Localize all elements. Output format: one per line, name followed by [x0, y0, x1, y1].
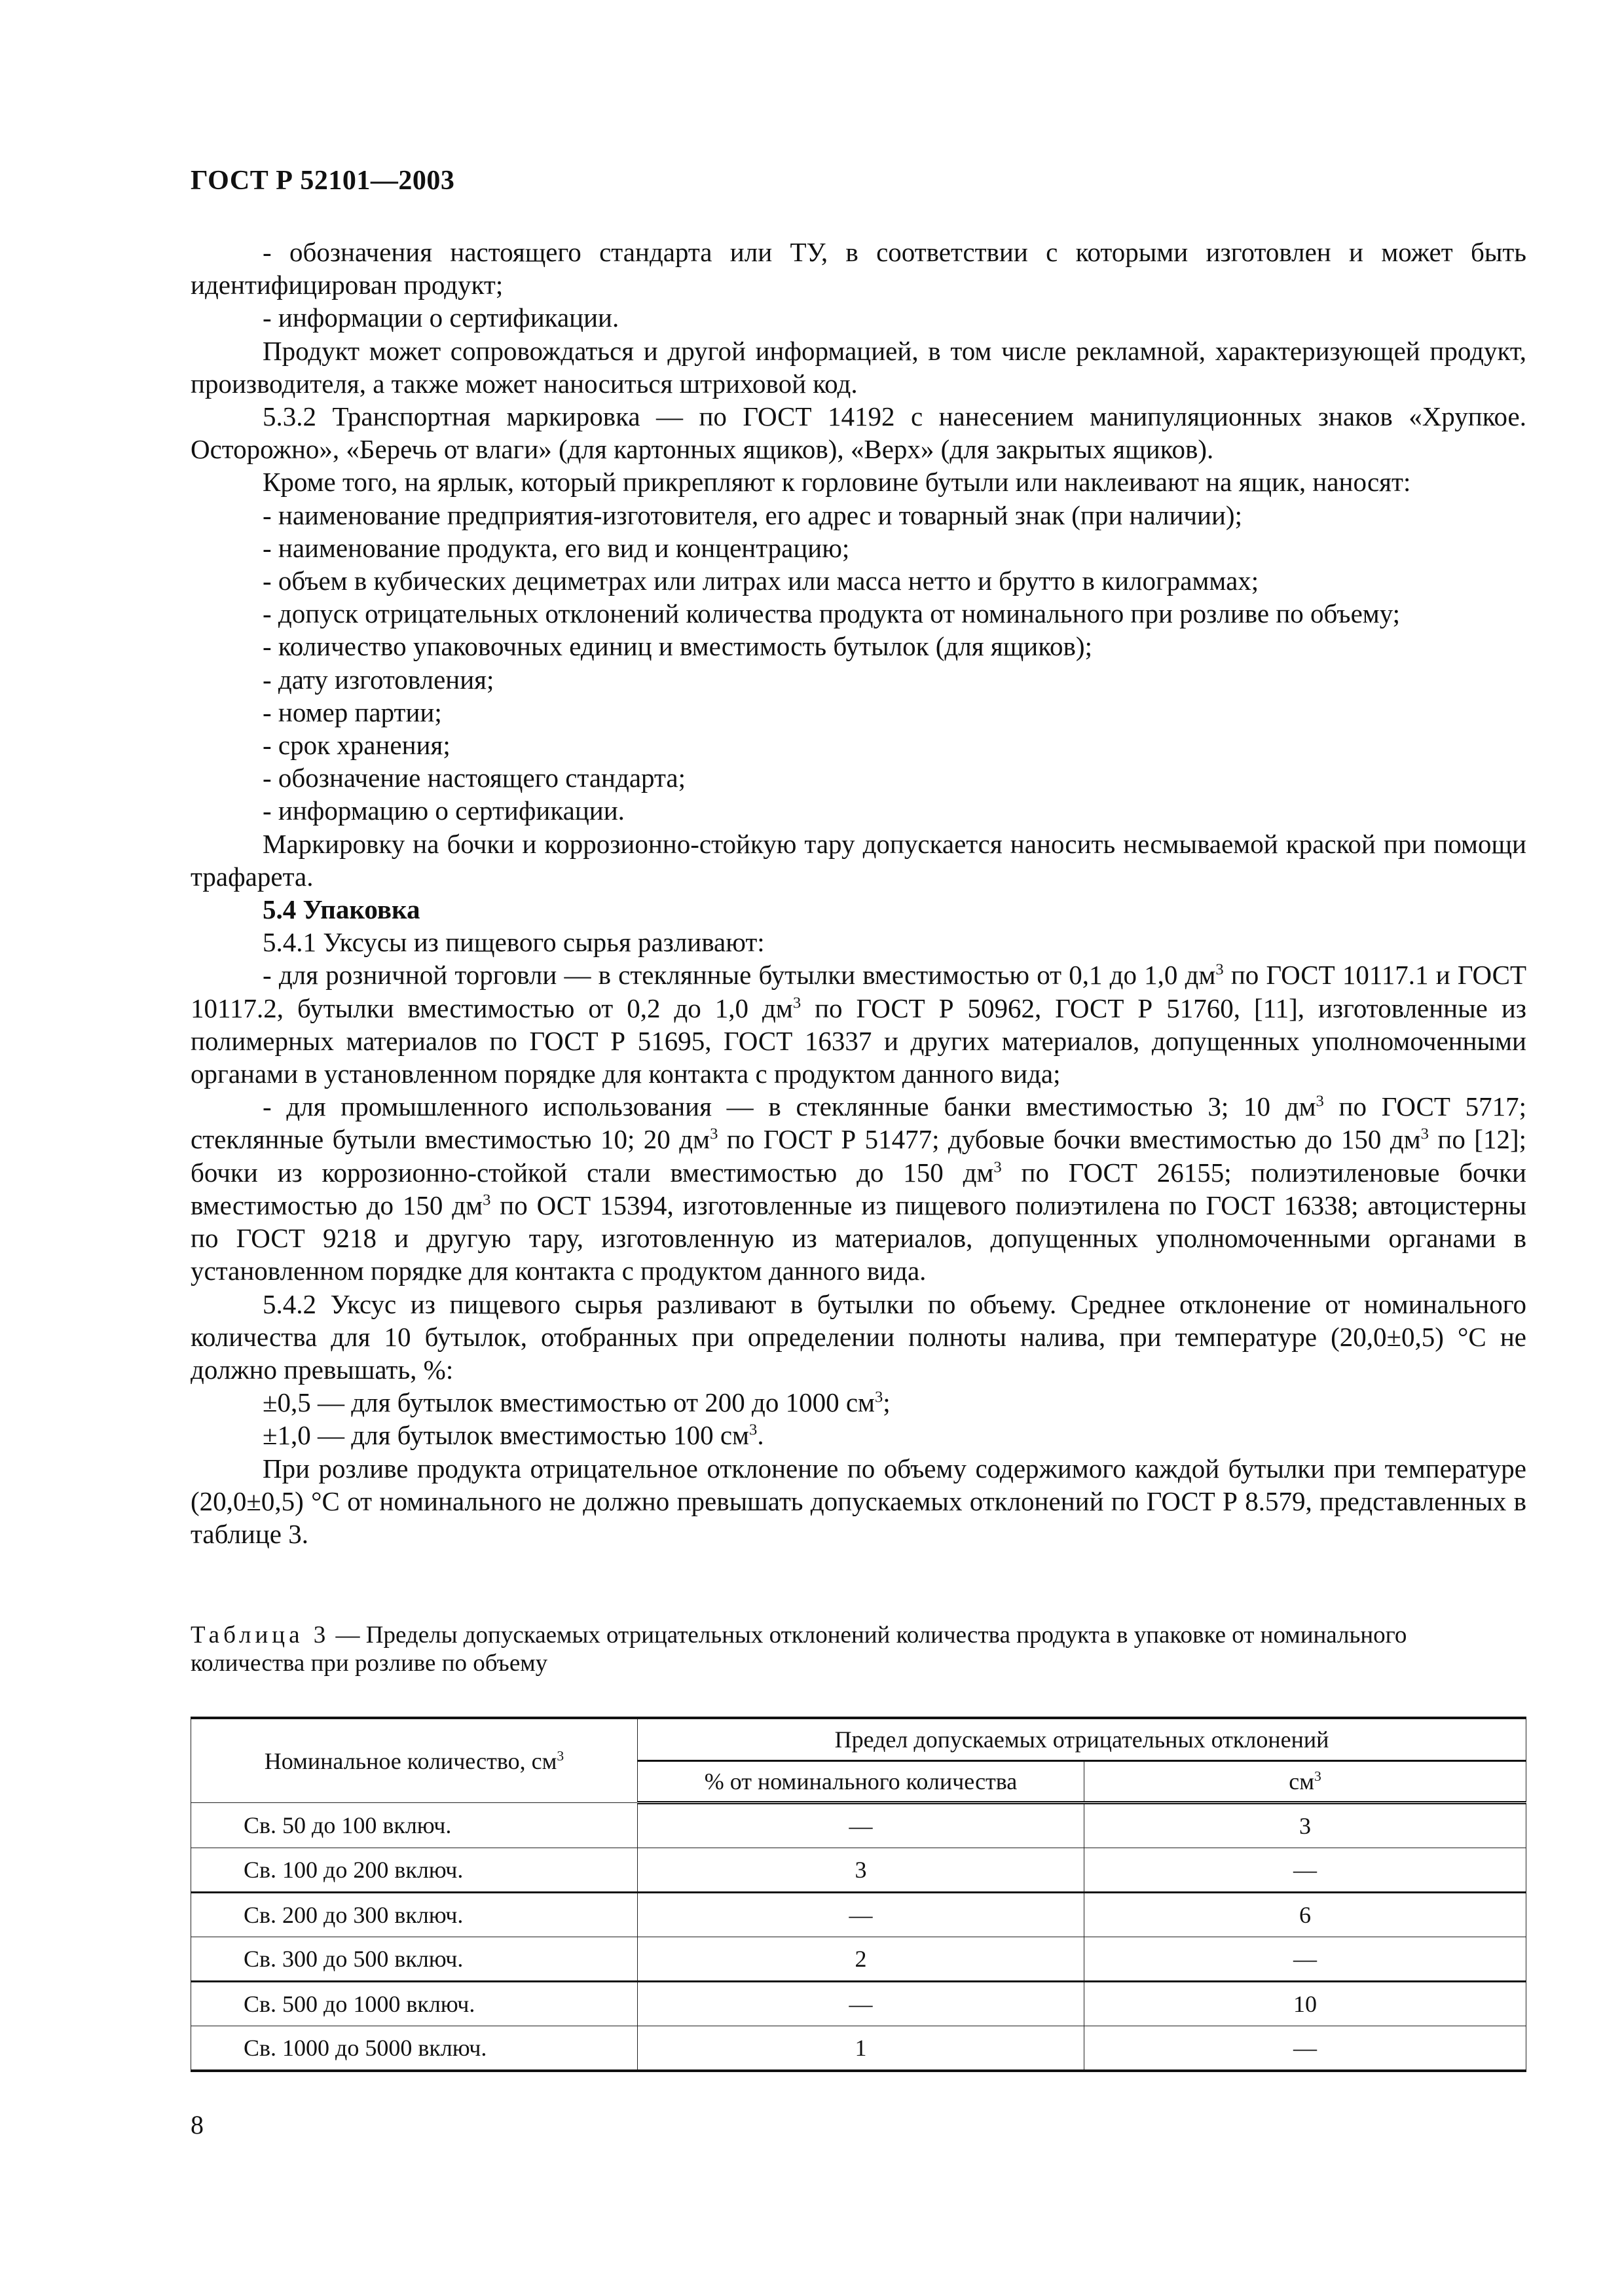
- superscript: 3: [1314, 1768, 1321, 1784]
- column-header-percent: % от номинального количества: [638, 1761, 1084, 1803]
- cell-percent: —: [638, 1982, 1084, 2026]
- list-item: - количество упаковочных единиц и вместимость бутылок (для ящиков);: [263, 631, 1092, 662]
- cell-percent: 1: [638, 2026, 1084, 2071]
- cell-nominal: Св. 300 до 500 включ.: [191, 1937, 638, 1982]
- superscript: 3: [483, 1191, 491, 1209]
- text: ±0,5 — для бутылок вместимостью от 200 до 1000 см: [263, 1387, 875, 1418]
- paragraph: - информации о сертификации.: [263, 302, 619, 333]
- table-row: [191, 1937, 1526, 1982]
- text: .: [757, 1420, 764, 1451]
- list-item: - наименование предприятия-изготовителя, его адрес и товарный знак (при наличии);: [263, 500, 1242, 530]
- paragraph: - обозначения настоящего стандарта или ТУ, в соответствии с которыми изготовлен и может быть идентифицирован продукт;: [191, 237, 1526, 301]
- cell-percent: —: [638, 1893, 1084, 1937]
- superscript: 3: [792, 994, 802, 1012]
- paragraph: [191, 958, 1526, 1090]
- table-row: [191, 1803, 1526, 1848]
- text: по ГОСТ 10117.1 и ГОСТ 10117.2, бутылки вместимостью от 0,2 до 1,0 дм: [191, 960, 1526, 1023]
- table-caption-label: Таблица 3: [191, 1622, 330, 1649]
- superscript: 3: [1215, 960, 1224, 979]
- cell-percent: —: [638, 1803, 1084, 1848]
- list-item: - дату изготовления;: [263, 664, 494, 695]
- paragraph: При розливе продукта отрицательное отклонение по объему содержимого каждой бутылки при температуре (20,0±0,5) °С от номинального не должно превышать допускаемых отклонений по ГОСТ Р 8.579, представленных в таблице 3.: [191, 1453, 1526, 1549]
- superscript: 3: [749, 1421, 758, 1439]
- text: по ГОСТ Р 50962, ГОСТ Р 51760, [11], изготовленные из полимерных материалов по ГОСТ Р 51695, ГОСТ 16337 и других материалов, допущенных уполномоченными органами в установленном порядке для контакта с продуктом данного вида;: [191, 993, 1526, 1089]
- list-item: - срок хранения;: [263, 730, 451, 761]
- list-item: - информацию о сертификации.: [263, 795, 625, 826]
- superscript: 3: [993, 1158, 1002, 1176]
- superscript: 3: [710, 1125, 718, 1143]
- paragraph: Маркировку на бочки и коррозионно-стойкую тару допускается наносить несмываемой краской при помощи трафарета.: [191, 828, 1526, 892]
- list-item: - объем в кубических дециметрах или литрах или масса нетто и брутто в килограммах;: [263, 566, 1259, 596]
- section-heading: 5.4 Упаковка: [263, 894, 420, 925]
- text: - для розничной торговли — в стеклянные бутылки вместимостью от 0,1 до 1,0 дм: [263, 960, 1216, 991]
- cell-percent: 3: [638, 1848, 1084, 1893]
- text: по ГОСТ Р 51477; дубовые бочки вместимостью до 150 дм: [718, 1124, 1421, 1155]
- column-header-nominal: Номинальное количество, $см^3$: [191, 1718, 638, 1803]
- text: по ГОСТ 26155; полиэтиленовые бочки вместимостью до 150 дм: [191, 1157, 1526, 1220]
- document-header: ГОСТ Р 52101—2003: [191, 166, 455, 196]
- page-number: 8: [191, 2110, 204, 2140]
- cell-cm3: 6: [1084, 1893, 1526, 1937]
- superscript: 3: [557, 1747, 564, 1764]
- text: - для промышленного использования — в стеклянные банки вместимостью 3; 10 дм: [263, 1091, 1316, 1122]
- column-group-header: Предел допускаемых отрицательных отклонений: [638, 1718, 1526, 1761]
- text: ±1,0 — для бутылок вместимостью 100 см: [263, 1420, 750, 1451]
- cell-percent: 2: [638, 1937, 1084, 1982]
- cell-nominal: Св. 200 до 300 включ.: [191, 1893, 638, 1937]
- table-caption: [191, 1621, 1526, 1677]
- column-header-cm3: $см^3$: [1084, 1761, 1526, 1803]
- paragraph: 5.3.2 Транспортная маркировка — по ГОСТ 14192 с нанесением манипуляционных знаков «Хрупкое. Осторожно», «Беречь от влаги» (для картонных ящиков), «Верх» (для закрытых ящиков).: [191, 401, 1526, 465]
- cell-nominal: Св. 500 до 1000 включ.: [191, 1982, 638, 2026]
- cell-cm3: —: [1084, 1848, 1526, 1893]
- text: ;: [883, 1387, 891, 1418]
- document-body: [191, 236, 1526, 1550]
- paragraph: 5.4.2 Уксус из пищевого сырья разливают в бутылки по объему. Среднее отклонение от номинального количества для 10 бутылок, отобранных при определении полноты налива, при температуре (20,0±0,5) °С не должно превышать, %:: [191, 1288, 1526, 1385]
- cell-nominal: Св. 50 до 100 включ.: [191, 1803, 638, 1848]
- table-row: [191, 1848, 1526, 1893]
- table-caption-text: — Пределы допускаемых отрицательных отклонений количества продукта в упаковке от номинального количества при розливе по объему: [191, 1622, 1407, 1677]
- cell-nominal: Св. 1000 до 5000 включ.: [191, 2026, 638, 2071]
- list-item: - номер партии;: [263, 697, 442, 727]
- cell-cm3: 3: [1084, 1803, 1526, 1848]
- text: по [12]; бочки из коррозионно-стойкой стали вместимостью до 150 дм: [191, 1124, 1527, 1188]
- paragraph: 5.4.1 Уксусы из пищевого сырья разливают:: [263, 927, 765, 958]
- table-row: [191, 2026, 1526, 2071]
- cell-cm3: —: [1084, 2026, 1526, 2071]
- table-row: [191, 1893, 1526, 1937]
- paragraph: Продукт может сопровождаться и другой информацией, в том числе рекламной, характеризующей продукт, производителя, а также может наноситься штриховой код.: [191, 335, 1526, 399]
- superscript: 3: [875, 1388, 883, 1406]
- table-row: [191, 1982, 1526, 2026]
- paragraph: Кроме того, на ярлык, который прикрепляют к горловине бутыли или наклеивают на ящик, наносят:: [263, 467, 1411, 498]
- cell-nominal: Св. 100 до 200 включ.: [191, 1848, 638, 1893]
- superscript: 3: [1316, 1092, 1324, 1110]
- paragraph: [191, 1090, 1526, 1287]
- list-item: - обозначение настоящего стандарта;: [263, 763, 686, 793]
- cell-cm3: 10: [1084, 1982, 1526, 2026]
- paragraph: [191, 1419, 1526, 1451]
- text: по ГОСТ 5717; стеклянные бутыли вместимостью 10; 20 дм: [191, 1091, 1527, 1155]
- list-item: - допуск отрицательных отклонений количества продукта от номинального при розливе по объему;: [263, 598, 1401, 629]
- tolerance-table: [191, 1717, 1526, 2072]
- paragraph: [191, 1386, 1526, 1419]
- superscript: 3: [1420, 1125, 1429, 1143]
- cell-cm3: —: [1084, 1937, 1526, 1982]
- text: по ОСТ 15394, изготовленные из пищевого полиэтилена по ГОСТ 16338; автоцистерны по ГОСТ 9218 и другую тару, изготовленную из материалов, допущенных уполномоченными органами в установленном порядке для контакта с продуктом данного вида.: [191, 1190, 1526, 1286]
- list-item: - наименование продукта, его вид и концентрацию;: [263, 532, 850, 563]
